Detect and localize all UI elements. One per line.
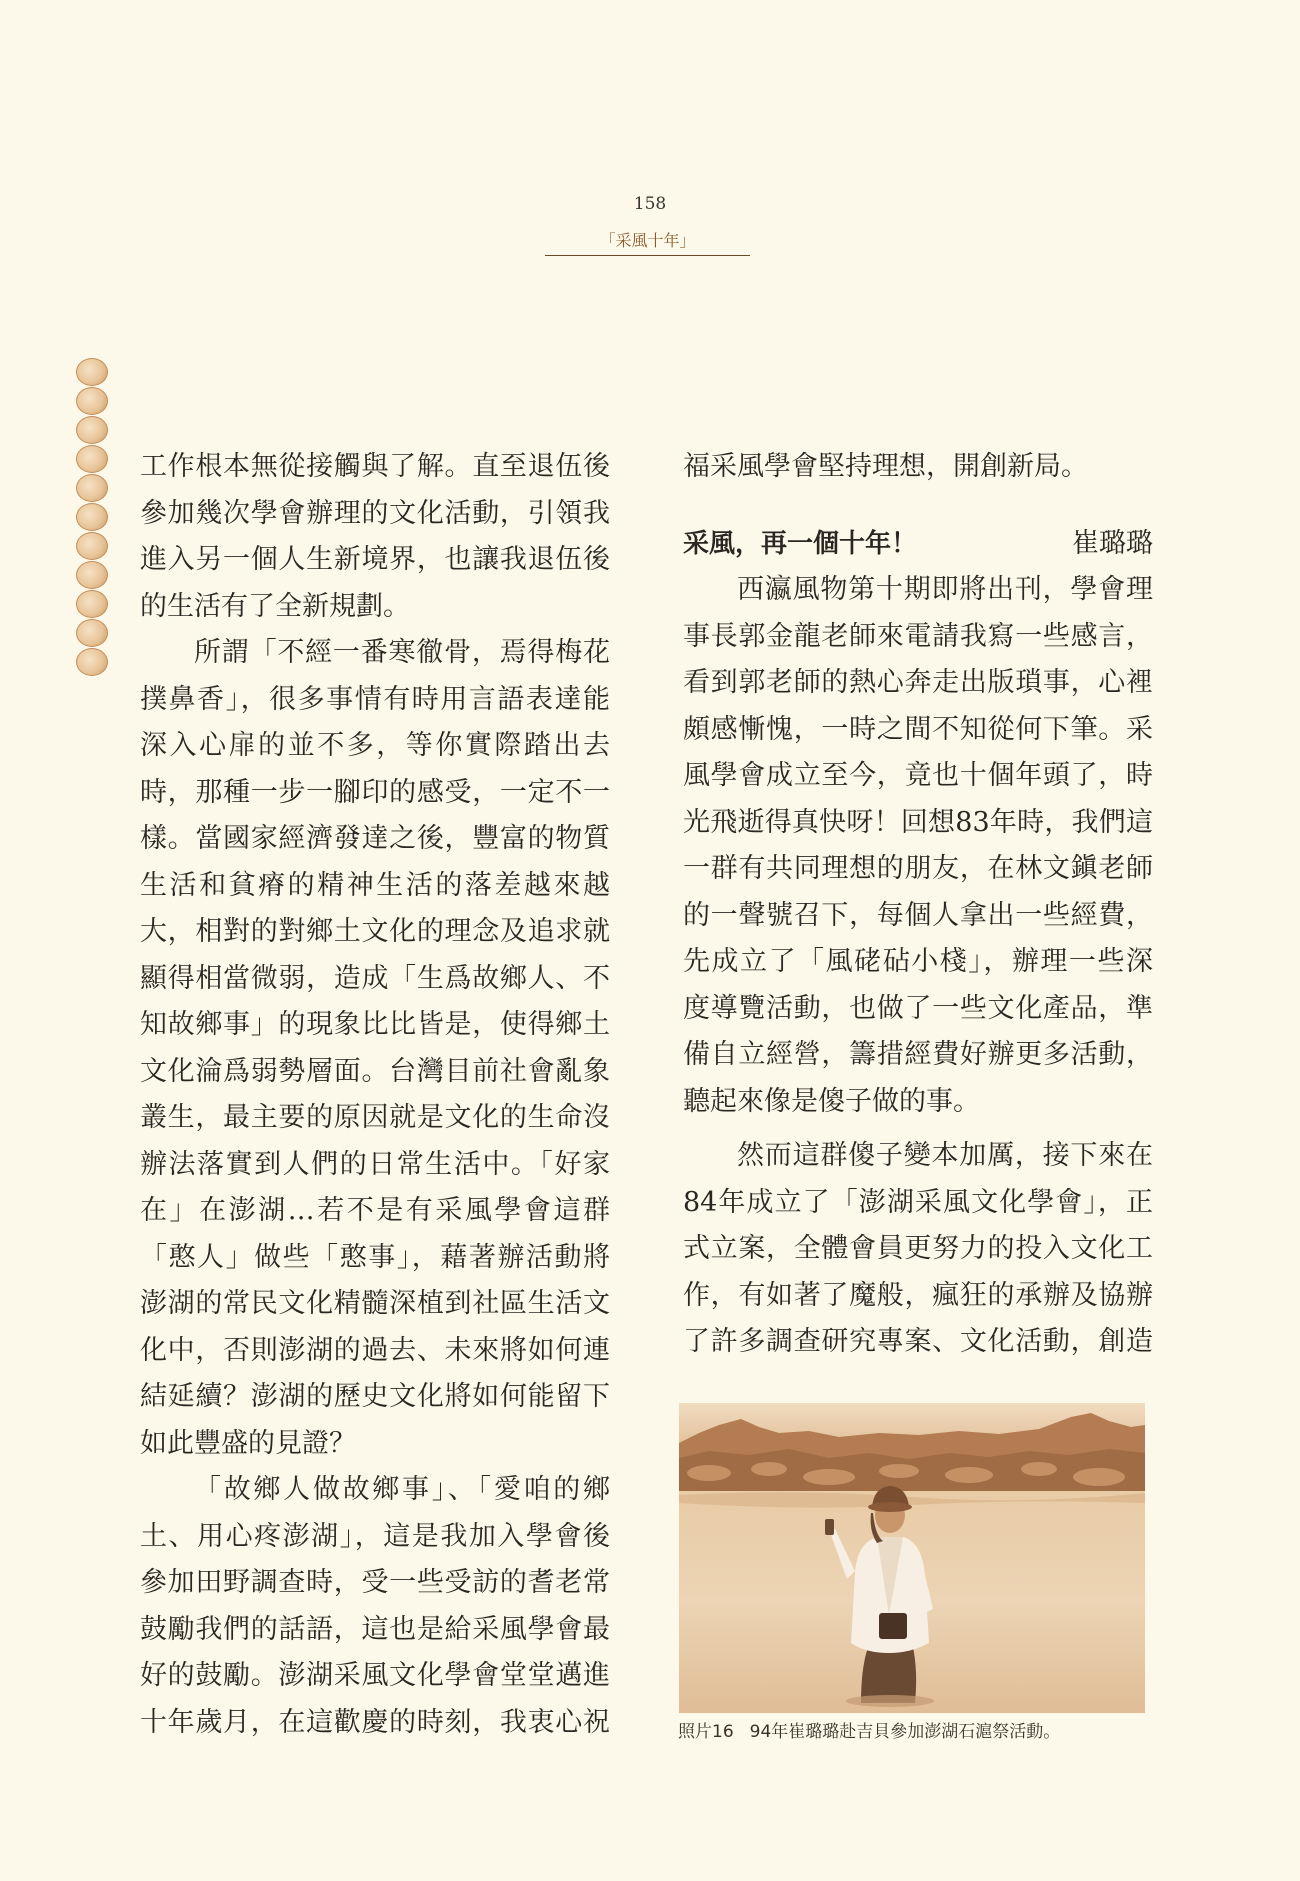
ornament-bead <box>76 445 108 473</box>
text-line: 顯得相當微弱，造成「生爲故鄉人、不 <box>140 962 610 994</box>
text-line: 在」在澎湖…若不是有采風學會這群 <box>140 1195 610 1226</box>
text-line: 叢生，最主要的原因就是文化的生命沒 <box>140 1102 610 1133</box>
text-line: 參加田野調查時，受一些受訪的耆老常 <box>140 1567 610 1598</box>
text-line: 時，那種一步一腳印的感受，一定不一 <box>140 776 610 808</box>
text-line: 十年歲月，在這歡慶的時刻，我衷心祝 <box>140 1706 610 1738</box>
section-author: 崔璐璐 <box>1072 527 1153 559</box>
caption-label: 照片16 <box>678 1722 734 1742</box>
text-line: 知故鄉事」的現象比比皆是，使得鄉土 <box>140 1009 610 1040</box>
page-number: 158 <box>633 194 667 214</box>
text-line: 福采風學會堅持理想，開創新局。 <box>683 451 1088 482</box>
text-line: 撲鼻香」，很多事情有時用言語表達能 <box>140 683 610 715</box>
ornament-bead <box>76 358 108 386</box>
text-line: 「故鄉人做故鄉事」、「愛咱的鄉 <box>194 1474 610 1505</box>
text-line: 工作根本無從接觸與了解。直至退伍後 <box>140 451 610 482</box>
text-line: 聽起來像是傻子做的事。 <box>683 1085 980 1117</box>
text-line: 的一聲號召下，每個人拿出一些經費， <box>683 899 1153 931</box>
section-title: 采風，再一個十年！ <box>683 528 918 559</box>
text-line: 西瀛風物第十期即將出刊，學會理 <box>737 574 1153 605</box>
section-heading <box>683 521 1153 568</box>
text-line: 結延續？澎湖的歷史文化將如何能留下 <box>140 1381 610 1412</box>
text-line: 了許多調查研究專案、文化活動，創造 <box>683 1326 1153 1357</box>
text-line: 參加幾次學會辦理的文化活動，引領我 <box>140 497 610 529</box>
photo-illustration <box>679 1403 1145 1713</box>
text-line: 備自立經營，籌措經費好辦更多活動， <box>683 1039 1153 1070</box>
text-line: 的生活有了全新規劃。 <box>140 590 410 622</box>
text-line: 式立案，全體會員更努力的投入文化工 <box>683 1233 1153 1264</box>
ornament-bead <box>76 590 108 618</box>
text-line: 然而這群傻子變本加厲，接下來在 <box>737 1140 1153 1171</box>
text-line: 事長郭金龍老師來電請我寫一些感言， <box>683 620 1153 652</box>
paragraph <box>140 1467 610 1746</box>
text-line: 化中，否則澎湖的過去、未來將如何連 <box>140 1334 610 1366</box>
text-line: 先成立了「風硓砧小棧」，辦理一些深 <box>683 946 1153 977</box>
text-line: 進入另一個人生新境界，也讓我退伍後 <box>140 544 610 575</box>
photo-shoreline <box>679 1403 1145 1713</box>
text-line: 頗感慚愧，一時之間不知從何下筆。采 <box>683 713 1153 745</box>
text-line: 澎湖的常民文化精髓深植到社區生活文 <box>140 1288 610 1319</box>
text-line: 土、用心疼澎湖」，這是我加入學會後 <box>140 1520 610 1552</box>
paragraph <box>140 630 610 1467</box>
right-column <box>683 444 1153 1366</box>
photo-caption <box>678 1717 1158 1742</box>
ornament-bead <box>76 416 108 444</box>
text-line: 大，相對的對鄉土文化的理念及追求就 <box>140 916 610 947</box>
text-line: 如此豐盛的見證？ <box>140 1427 356 1459</box>
paragraph <box>683 567 1153 1125</box>
text-line: 好的鼓勵。澎湖采風文化學會堂堂邁進 <box>140 1660 610 1691</box>
continuation-line <box>683 444 1153 491</box>
text-line: 看到郭老師的熱心奔走出版瑣事，心裡 <box>683 667 1153 698</box>
ornament-bead <box>76 503 108 531</box>
text-line: 度導覽活動，也做了一些文化產品，準 <box>683 992 1153 1024</box>
text-line: 一群有共同理想的朋友，在林文鎭老師 <box>683 853 1153 884</box>
text-line: 樣。當國家經濟發達之後，豐富的物質 <box>140 823 610 854</box>
text-line: 風學會成立至今，竟也十個年頭了，時 <box>683 760 1153 791</box>
text-line: 光飛逝得真快呀！回想83年時，我們這 <box>683 806 1153 838</box>
text-line: 辦法落實到人們的日常生活中。「好家 <box>140 1148 610 1180</box>
ornament-bead <box>76 387 108 415</box>
text-line: 作，有如著了魔般，瘋狂的承辦及協辦 <box>683 1279 1153 1311</box>
ornament-bead <box>76 619 108 647</box>
margin-ornament <box>74 358 110 677</box>
caption-text: 94年崔璐璐赴吉貝參加澎湖石滬祭活動。 <box>749 1722 1061 1742</box>
paragraph <box>140 444 610 630</box>
text-line: 鼓勵我們的話語，這也是給采風學會最 <box>140 1613 610 1645</box>
text-line: 「憨人」做些「憨事」，藉著辦活動將 <box>140 1241 610 1273</box>
ornament-bead <box>76 648 108 676</box>
running-header: 「采風十年」 <box>545 228 750 256</box>
text-line: 文化淪爲弱勢層面。台灣目前社會亂象 <box>140 1055 610 1087</box>
paragraph <box>683 1133 1153 1366</box>
text-line: 所謂「不經一番寒徹骨，焉得梅花 <box>194 637 610 668</box>
text-line: 生活和貧瘠的精神生活的落差越來越 <box>140 869 610 901</box>
left-column <box>140 444 610 1746</box>
ornament-bead <box>76 474 108 502</box>
text-line: 84年成立了「澎湖采風文化學會」，正 <box>683 1186 1153 1218</box>
ornament-bead <box>76 532 108 560</box>
text-line: 深入心扉的並不多，等你實際踏出去 <box>140 730 610 761</box>
ornament-bead <box>76 561 108 589</box>
